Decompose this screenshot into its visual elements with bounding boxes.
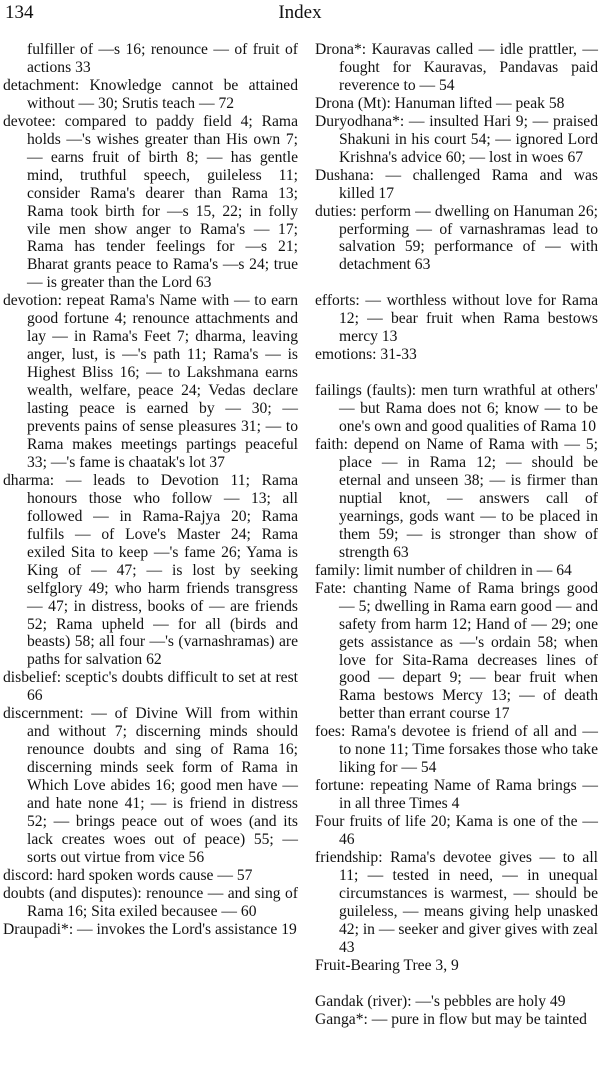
index-entry: Four fruits of life 20; Kama is one of the — 46	[315, 813, 598, 849]
index-column-left	[3, 41, 298, 939]
index-entry: family: limit number of children in — 64	[315, 561, 572, 579]
index-entry: disbelief: sceptic's doubts difficult to set at rest 66	[3, 669, 298, 705]
index-entry: devotion: repeat Rama's Name with — to earn good fortune 4; renounce attachments and lay — in Rama's Feet 7; dharma, leaving anger, lust, is —'s path 11; Rama's — is Highest Bliss 16; — to Lakshmana earns wealth, welfare, peace 24; Vedas declare lasting peace is earned by — 30; — prevents pains of sense pleasures 31; — to Rama makes meetings partings peaceful 33; —'s fame is chaatak's lot 37	[3, 292, 298, 471]
running-head: Index	[278, 2, 322, 23]
index-entry: Dushana: — challenged Rama and was killed 17	[315, 166, 598, 202]
index-entry: Fate: chanting Name of Rama brings good — 5; dwelling in Rama earn good — and safety from harm 12; Hand of — 29; one gets assistance as —'s ordain 58; when love for Sita-Rama decreases lines of good — depart 9; — bear fruit when Rama bestows Mercy 13; — of death better than errant course 17	[315, 579, 598, 723]
index-entry: dharma: — leads to Devotion 11; Rama honours those who follow — 13; all followed — in Rama-Rajya 20; Rama fulfils — of Love's Master 24; Rama exiled Sita to keep —'s fame 26; Yama is King of — 47; — is lost by seeking selfglory 49; who harm friends transgress — 47; in distress, books of — are friends 52; Rama upheld — for all (birds and beasts) 58; all four —'s (varnashramas) are paths for salvation 62	[3, 471, 298, 669]
index-entry: emotions: 31-33	[315, 346, 417, 364]
index-entry: discord: hard spoken words cause — 57	[3, 866, 253, 884]
index-entry: Draupadi*: — invokes the Lord's assistance 19	[3, 920, 297, 938]
index-entry: faith: depend on Name of Rama with — 5; place — in Rama 12; — should be eternal and unseen 38; — is firmer than nuptial knot, — answers call of yearnings, gods want — to be placed in them 59; — is stronger than show of strength 63	[315, 436, 598, 561]
index-entry: Fruit-Bearing Tree 3, 9	[315, 956, 459, 974]
index-entry: detachment: Knowledge cannot be attained without — 30; Srutis teach — 72	[3, 76, 298, 112]
page-header	[0, 0, 600, 26]
index-entry: duties: perform — dwelling on Hanuman 26; performing — of varnashramas lead to salvation 59; performance of — with detachment 63	[315, 202, 598, 274]
page-number: 134	[5, 2, 34, 23]
index-entry: Gandak (river): —'s pebbles are holy 49	[315, 992, 566, 1010]
index-column-right	[315, 41, 598, 1029]
index-entry: Drona (Mt): Hanuman lifted — peak 58	[315, 94, 565, 112]
index-entry: Drona*: Kauravas called — idle prattler, — fought for Kauravas, Pandavas paid reverence to — 54	[315, 41, 598, 94]
index-entry: Ganga*: — pure in flow but may be tainted	[315, 1010, 587, 1028]
index-entry: fortune: repeating Name of Rama brings — in all three Times 4	[315, 777, 598, 813]
index-entry: fulfiller of —s 16; renounce — of fruit of actions 33	[27, 41, 298, 76]
index-entry: devotee: compared to paddy field 4; Rama holds —'s wishes greater than His own 7; — earns fruit of birth 8; — has gentle mind, truthful speech, guileless 11; consider Rama's dearer than Rama 13; Rama took birth for —s 15, 22; in folly vile men show anger to Rama's — 17; Rama has tender feelings for —s 21; Bharat grants peace to Rama's —s 24; true — is greater than the Lord 63	[3, 112, 298, 292]
index-entry: discernment: — of Divine Will from within and without 7; discerning minds should renounce doubts and sing of Rama 16; discerning minds seek form of Rama in Which Love abides 16; good men have — and hate none 41; — is friend in distress 52; — brings peace out of woes (and its lack creates woes out of peace) 55; — sorts out virtue from vice 56	[3, 705, 298, 866]
index-entry: Duryodhana*: — insulted Hari 9; — praised Shakuni in his court 54; — ignored Lord Krishna's advice 60; — lost in woes 67	[315, 112, 598, 166]
index-entry: efforts: — worthless without love for Rama 12; — bear fruit when Rama bestows mercy 13	[315, 292, 598, 346]
index-entry: doubts (and disputes): renounce — and sing of Rama 16; Sita exiled becausee — 60	[3, 884, 298, 920]
index-entry: foes: Rama's devotee is friend of all and — to none 11; Time forsakes those who take liking for — 54	[315, 723, 598, 777]
index-entry: failings (faults): men turn wrathful at others' — but Rama does not 6; know — to be one's own and good qualities of Rama 10	[315, 382, 598, 436]
index-entry: friendship: Rama's devotee gives — to all 11; — tested in need, — in unequal circumstances is warmest, — should be guileless, — means giving help unasked 42; in — seeker and giver gives with zeal 43	[315, 848, 598, 956]
